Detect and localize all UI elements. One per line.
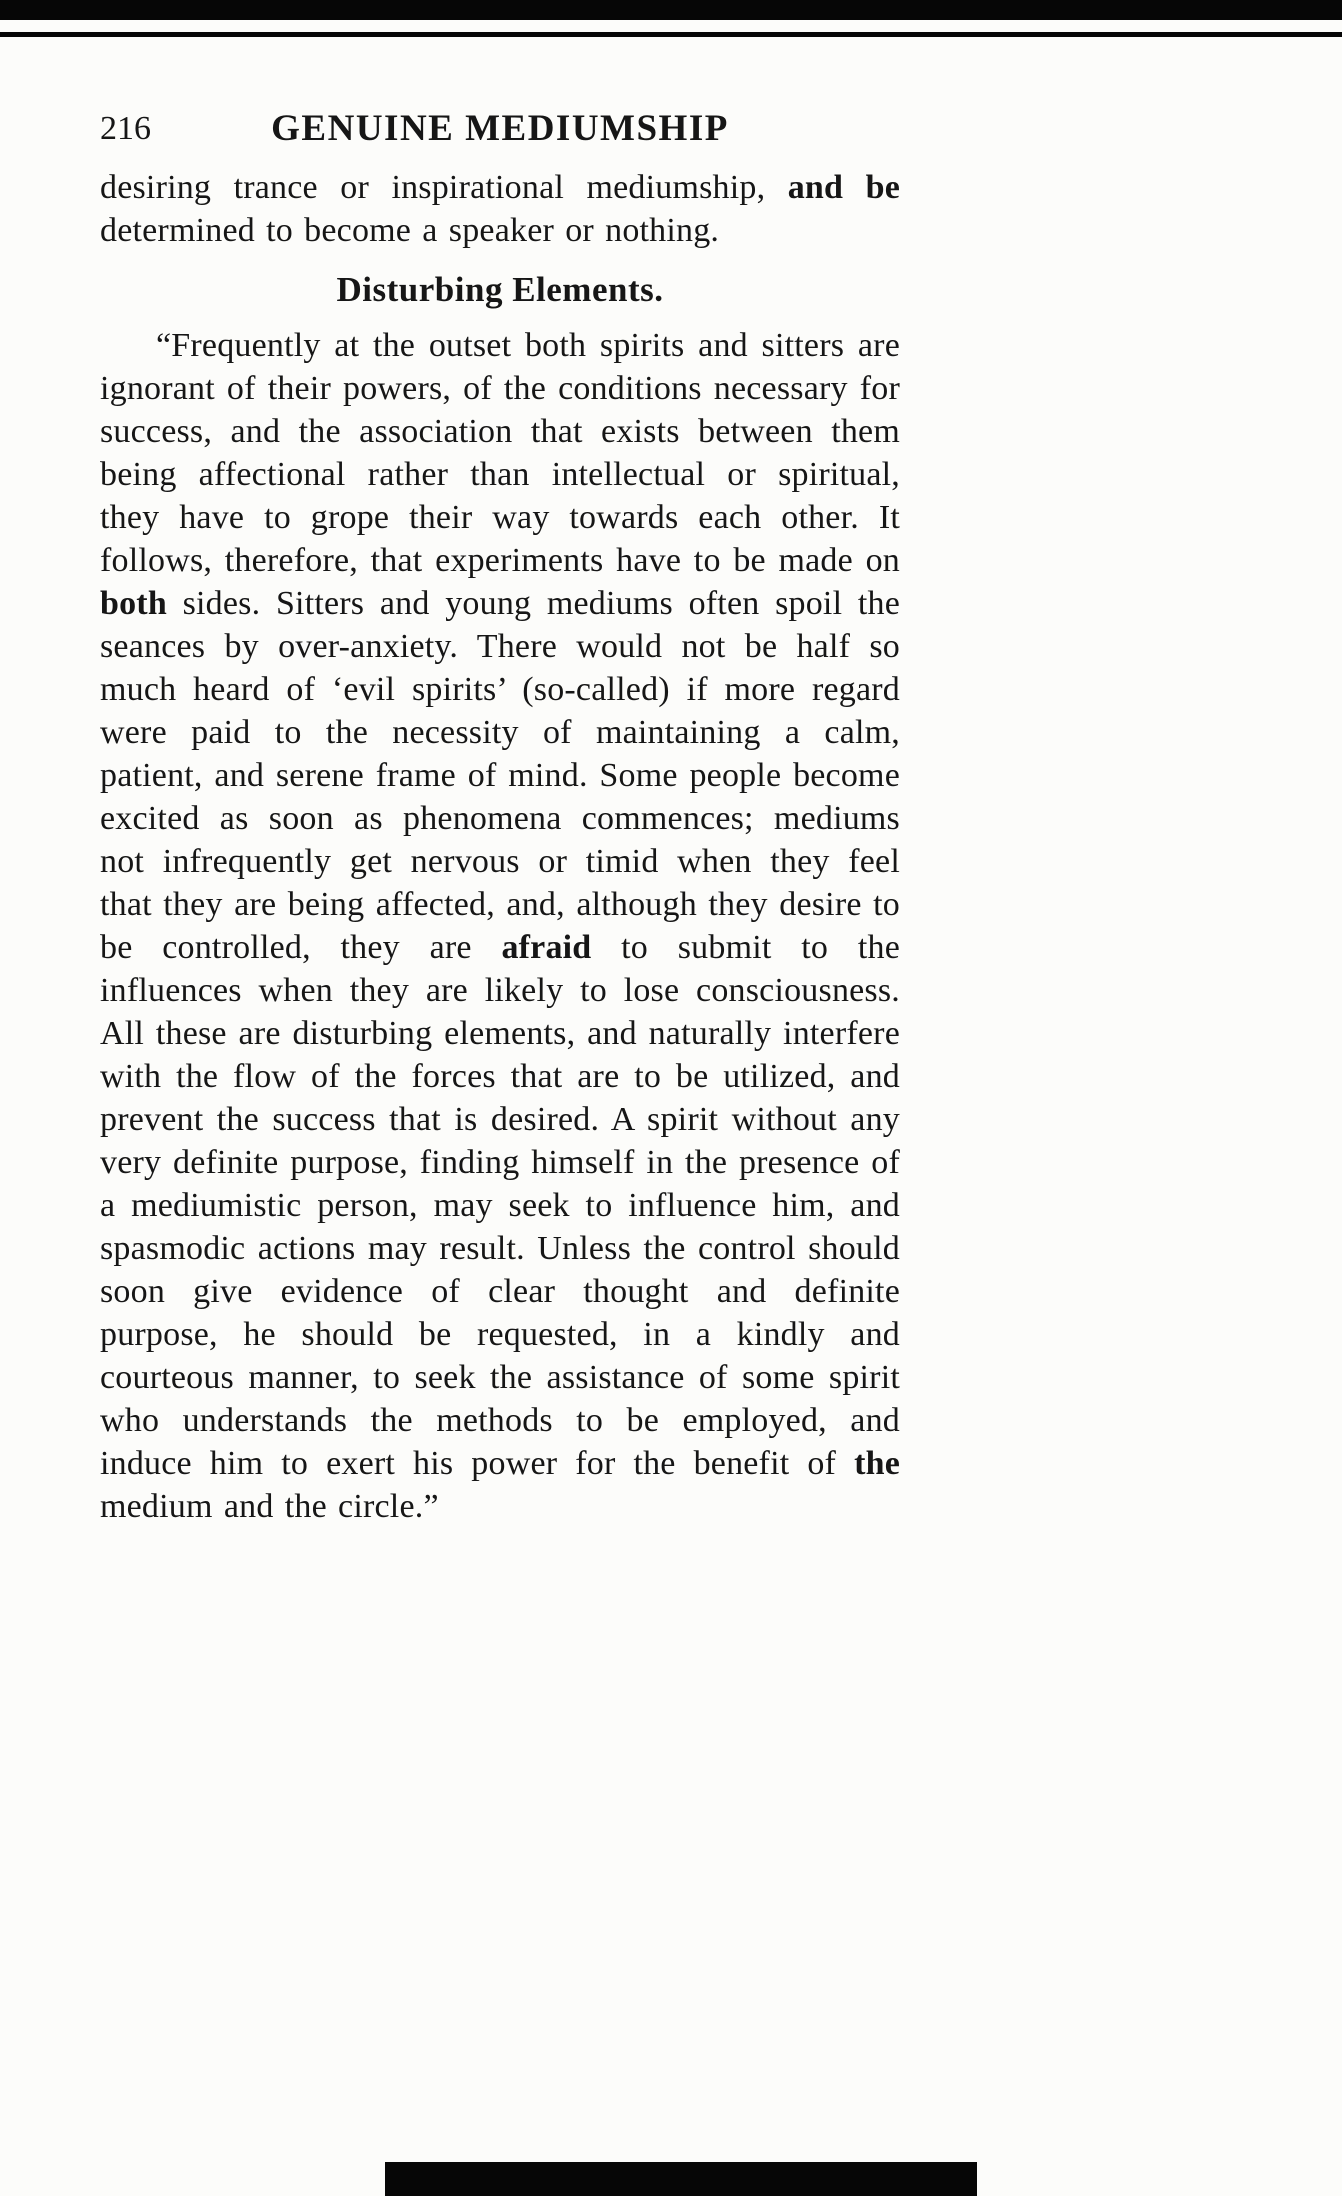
scan-artifact-top-rule bbox=[0, 32, 1342, 37]
running-title: GENUINE MEDIUMSHIP bbox=[271, 108, 729, 149]
text-segment: desiring trance or inspirational mediumship, bbox=[100, 169, 788, 206]
bold-text-segment: both bbox=[100, 585, 167, 622]
page-number: 216 bbox=[100, 110, 151, 147]
main-paragraph bbox=[100, 324, 900, 1528]
bold-text-segment: afraid bbox=[501, 929, 592, 966]
bold-text-segment: and be bbox=[787, 169, 900, 206]
intro-paragraph bbox=[100, 166, 900, 252]
text-segment: sides. Sitters and young mediums often spoil the seances by over-anxiety. There would not be half so much heard of ‘evil spirits’ (so-called) if more regard were paid to the necessity of maintaining a calm, patient, and serene frame of mind. Some people become excited as soon as phenomena commences; mediums not infrequently get nervous or timid when they feel that they are being affected, and, although they desire to be controlled, they are bbox=[100, 585, 900, 966]
bold-text-segment: the bbox=[854, 1445, 900, 1482]
section-heading: Disturbing Elements. bbox=[336, 270, 664, 309]
text-segment: medium and the circle.” bbox=[100, 1488, 439, 1525]
text-segment: “Frequently at the outset both spirits and sitters are ignorant of their powers, of the conditions necessary for success, and the association that exists between them being affectional rather than intellectual or spiritual, they have to grope their way towards each other. It follows, therefore, that experiments have to be made on bbox=[100, 327, 900, 579]
page-header bbox=[100, 106, 900, 156]
scan-artifact-bottom-bar bbox=[385, 2162, 977, 2196]
page-content bbox=[100, 106, 900, 1528]
text-segment: determined to become a speaker or nothing. bbox=[100, 212, 720, 249]
text-segment: to submit to the influences when they are likely to lose consciousness. All these are disturbing elements, and naturally interfere with the flow of the forces that are to be utilized, and prevent the success that is desired. A spirit without any very definite purpose, finding himself in the presence of a mediumistic person, may seek to influence him, and spasmodic actions may result. Unless the control should soon give evidence of clear thought and definite purpose, he should be requested, in a kindly and courteous manner, to seek the assistance of some spirit who understands the methods to be employed, and induce him to exert his power for the benefit of bbox=[100, 929, 900, 1482]
scan-artifact-top-bar bbox=[0, 0, 1342, 20]
